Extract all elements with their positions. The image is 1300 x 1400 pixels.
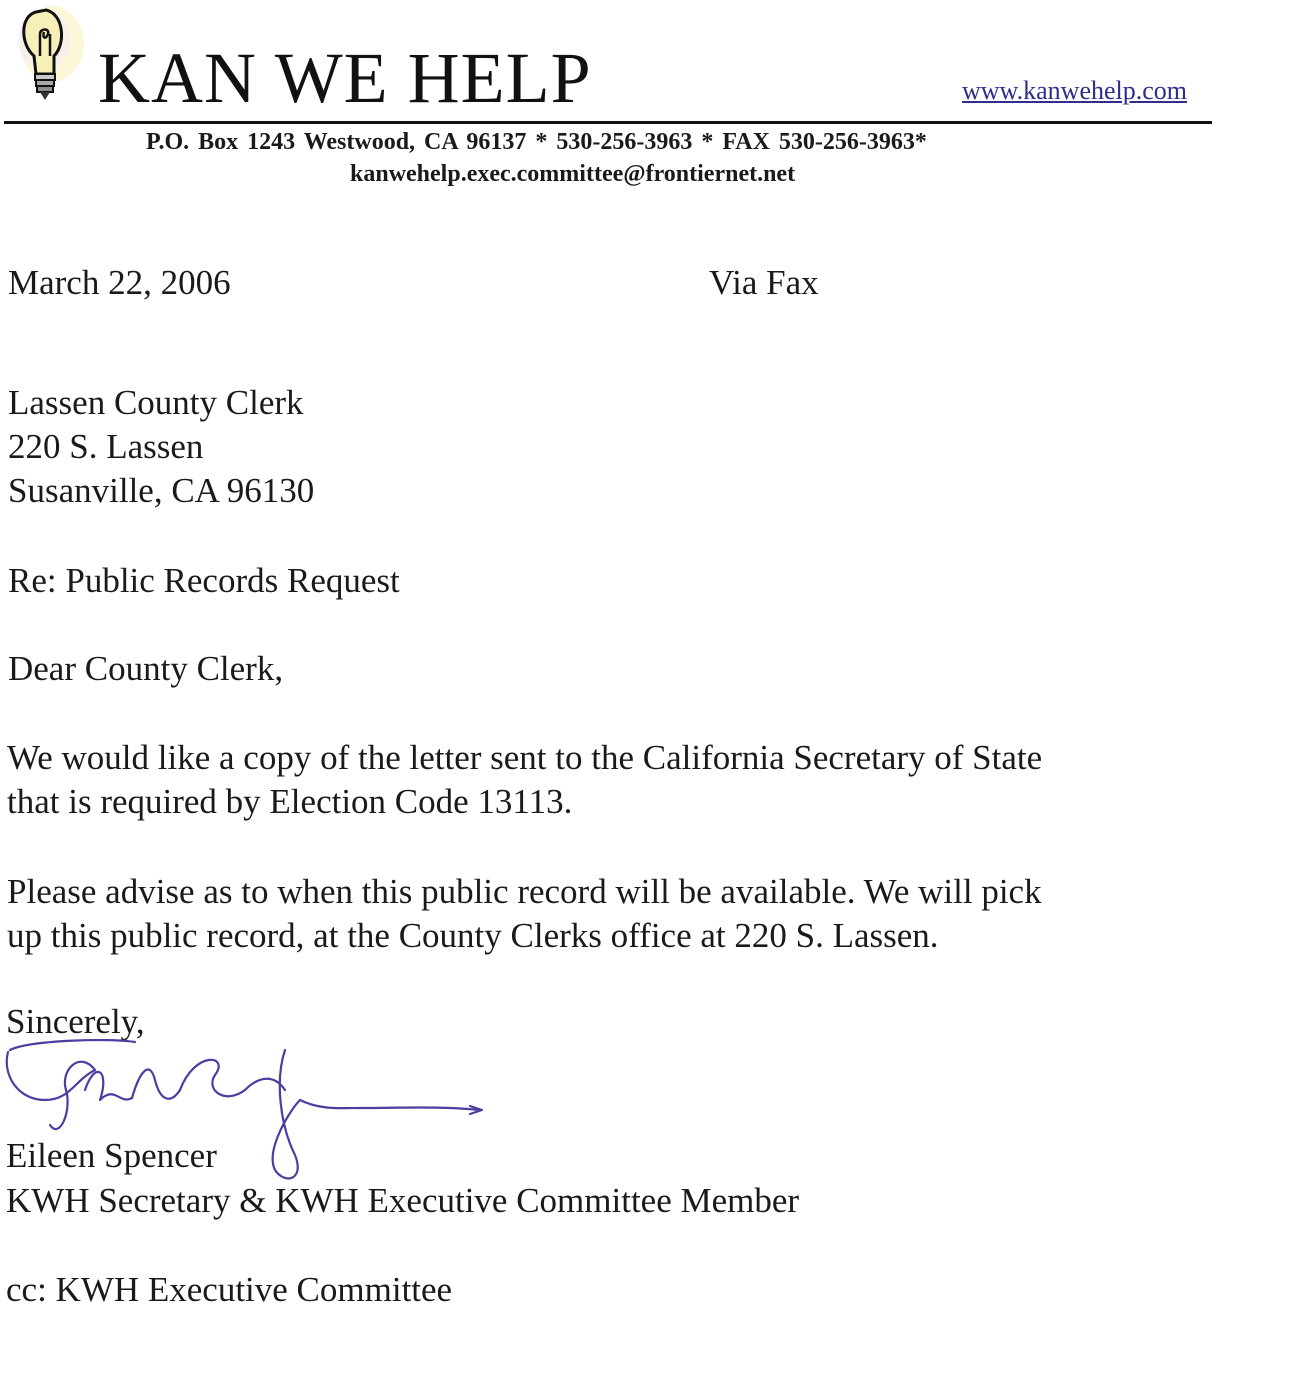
handwritten-signature [0, 1030, 500, 1190]
paragraph-line: up this public record, at the County Clerks office at 220 S. Lassen. [7, 916, 939, 955]
contact-address-line: P.O. Box 1243 Westwood, CA 96137 * 530-256-3963 * FAX 530-256-3963* [146, 129, 927, 155]
recipient-address [8, 381, 314, 513]
subject-line: Re: Public Records Request [8, 561, 400, 600]
lightbulb-icon [14, 4, 84, 104]
paragraph-availability [7, 870, 1042, 958]
closing: Sincerely, [6, 1002, 145, 1041]
paragraph-request [7, 736, 1042, 824]
delivery-method: Via Fax [709, 263, 819, 302]
letter-date: March 22, 2006 [8, 263, 231, 302]
cc-line: cc: KWH Executive Committee [6, 1270, 453, 1309]
organization-name: KAN WE HELP [98, 38, 592, 118]
paragraph-line: We would like a copy of the letter sent to the California Secretary of State [7, 738, 1043, 777]
letterhead-divider [4, 121, 1212, 124]
signer-name: Eileen Spencer [6, 1136, 217, 1175]
recipient-street: 220 S. Lassen [8, 427, 204, 466]
paragraph-line: that is required by Election Code 13113. [7, 782, 573, 821]
salutation: Dear County Clerk, [8, 649, 284, 688]
recipient-city: Susanville, CA 96130 [8, 471, 315, 510]
recipient-name: Lassen County Clerk [8, 383, 304, 422]
contact-email: kanwehelp.exec.committee@frontiernet.net [350, 161, 796, 187]
paragraph-line: Please advise as to when this public record will be available. We will pick [7, 872, 1042, 911]
signer-title: KWH Secretary & KWH Executive Committee Member [6, 1181, 800, 1220]
website-link[interactable]: www.kanwehelp.com [962, 76, 1188, 105]
